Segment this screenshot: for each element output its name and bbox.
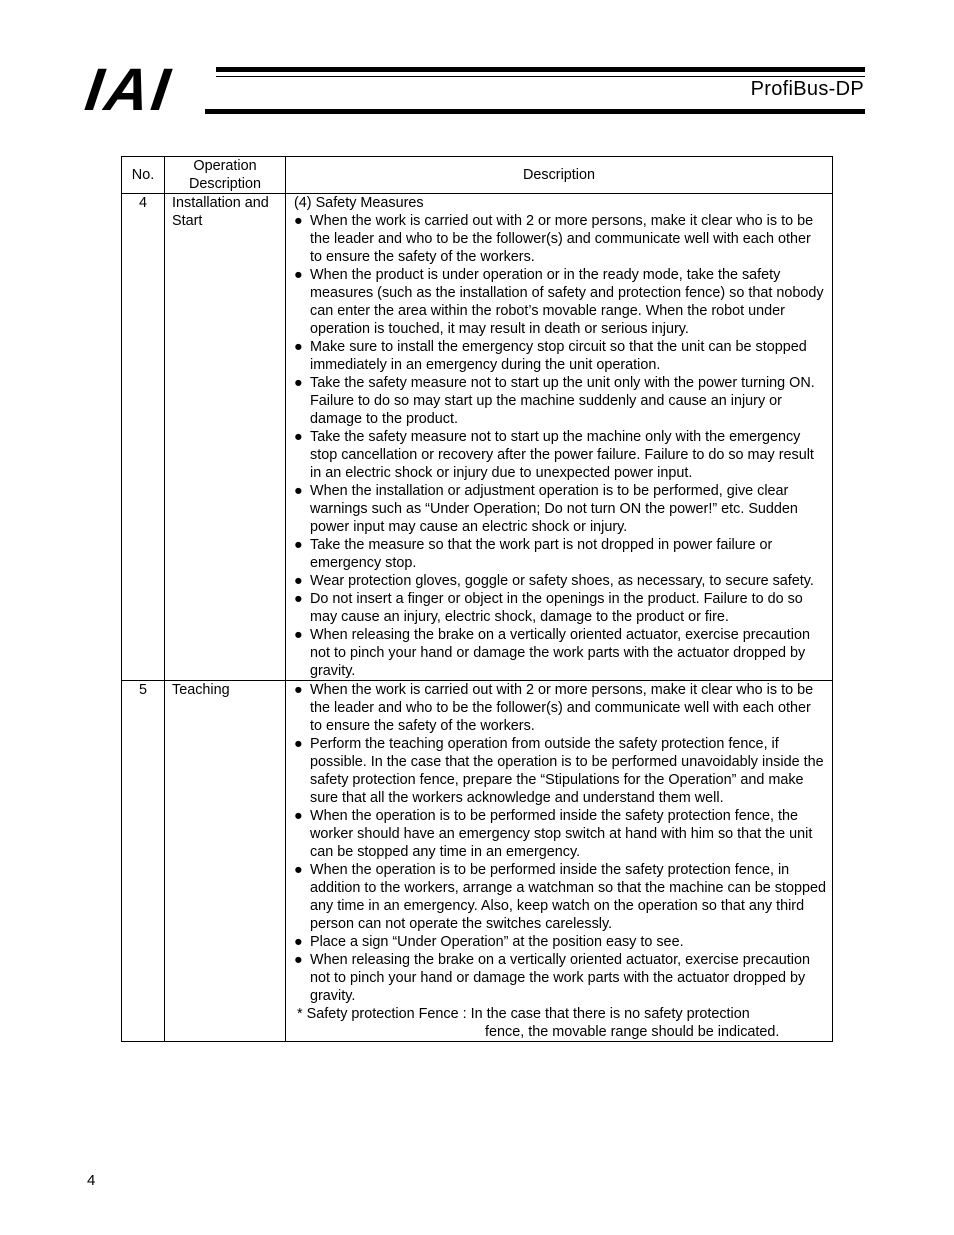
- list-item: ● Perform the teaching operation from outside the safety protection fence, if possible. In the case that the operation is to be performed unavoidably inside the safety protection fence, prepare the “Stipulations for the Operation” and make sure that all the workers acknowledge and understand them well.: [294, 736, 824, 806]
- row-4-op: Installation and Start: [165, 194, 286, 681]
- list-item: ● When the work is carried out with 2 or more persons, make it clear who is to be the leader and who to be the follower(s) and communicate well with each other to ensure the safety of the workers.: [294, 682, 814, 734]
- bullet-icon: ●: [294, 862, 303, 878]
- row-5-bullets: [294, 681, 826, 1005]
- bullet-icon: ●: [294, 483, 303, 499]
- col-desc-header: Description: [286, 157, 833, 194]
- bullet-icon: ●: [294, 375, 303, 391]
- page-number: 4: [87, 1172, 96, 1189]
- bullet-icon: ●: [294, 429, 303, 445]
- bullet-icon: ●: [294, 808, 303, 824]
- table-header-row: [122, 157, 833, 194]
- product-name: ProfiBus-DP: [750, 78, 864, 100]
- list-item: ● Take the safety measure not to start up the unit only with the power turning ON. Failure to do so may start up the machine suddenly and cause an injury or damage to the product.: [294, 375, 815, 427]
- fence-note: * Safety protection Fence : In the case that there is no safety protection: [297, 1006, 750, 1022]
- list-item: ● When releasing the brake on a vertically oriented actuator, exercise precaution not to pinch your hand or damage the work parts with the actuator dropped by gravity.: [294, 627, 810, 679]
- row-5-op: Teaching: [165, 681, 286, 1042]
- table-row-5: [122, 681, 833, 1042]
- list-item: ● When the installation or adjustment operation is to be performed, give clear warnings such as “Under Operation; Do not turn ON the power!” etc. Sudden power input may cause an electric shock or injury.: [294, 483, 798, 535]
- header-rule-bottom: [205, 109, 865, 114]
- bullet-icon: ●: [294, 537, 303, 553]
- bullet-icon: ●: [294, 339, 303, 355]
- list-item: ● Wear protection gloves, goggle or safety shoes, as necessary, to secure safety.: [294, 573, 814, 589]
- header-rule-thin: [216, 76, 865, 77]
- list-item: ● Do not insert a finger or object in the openings in the product. Failure to do so may cause an injury, electric shock, damage to the product or fire.: [294, 591, 803, 625]
- row-5-desc: [286, 681, 833, 1042]
- col-no-header: No.: [122, 157, 165, 194]
- bullet-icon: ●: [294, 682, 303, 698]
- list-item: ● Take the safety measure not to start up the machine only with the emergency stop cancellation or recovery after the power failure. Failure to do so may result in an electric shock or injury due to unexpected power input.: [294, 429, 814, 481]
- bullet-icon: ●: [294, 267, 303, 283]
- row-4-desc: [286, 194, 833, 681]
- list-item: ● Place a sign “Under Operation” at the position easy to see.: [294, 934, 684, 950]
- header-rule-thick: [216, 67, 865, 72]
- list-item: ● When the operation is to be performed inside the safety protection fence, the worker should have an emergency stop switch at hand with him so that the unit can be stopped any time in an emergency.: [294, 808, 813, 860]
- list-item: ● When the operation is to be performed inside the safety protection fence, in addition to the workers, arrange a watchman so that the machine can be stopped any time in an emergency. Also, keep watch on the operation so that any third person can not operate the switches carelessly.: [294, 862, 826, 932]
- list-item: ● When the work is carried out with 2 or more persons, make it clear who is to be the leader and who to be the follower(s) and communicate well with each other to ensure the safety of the workers.: [294, 213, 814, 265]
- bullet-icon: ●: [294, 591, 303, 607]
- row-5-no: 5: [122, 681, 165, 1042]
- iai-logo: IAI: [81, 56, 177, 123]
- bullet-icon: ●: [294, 627, 303, 643]
- row-4-bullets: [294, 212, 826, 680]
- operation-table: [121, 156, 833, 1042]
- list-item: ● When the product is under operation or in the ready mode, take the safety measures (such as the installation of safety and protection fence) so that nobody can enter the area within the robot’s movable range. When the robot under operation is touched, it may result in death or serious injury.: [294, 267, 824, 337]
- table-row-4: [122, 194, 833, 681]
- list-item: ● When releasing the brake on a vertically oriented actuator, exercise precaution not to pinch your hand or damage the work parts with the actuator dropped by gravity.: [294, 952, 810, 1004]
- row-4-subtitle: (4) Safety Measures: [294, 195, 424, 211]
- bullet-icon: ●: [294, 736, 303, 752]
- row-4-no: 4: [122, 194, 165, 681]
- col-op-header: Operation Description: [165, 157, 286, 194]
- bullet-icon: ●: [294, 213, 303, 229]
- fence-note-continued: fence, the movable range should be indicated.: [485, 1024, 780, 1040]
- bullet-icon: ●: [294, 573, 303, 589]
- bullet-icon: ●: [294, 952, 303, 968]
- bullet-icon: ●: [294, 934, 303, 950]
- list-item: ● Make sure to install the emergency stop circuit so that the unit can be stopped immediately in an emergency during the unit operation.: [294, 339, 807, 373]
- list-item: ● Take the measure so that the work part is not dropped in power failure or emergency stop.: [294, 537, 773, 571]
